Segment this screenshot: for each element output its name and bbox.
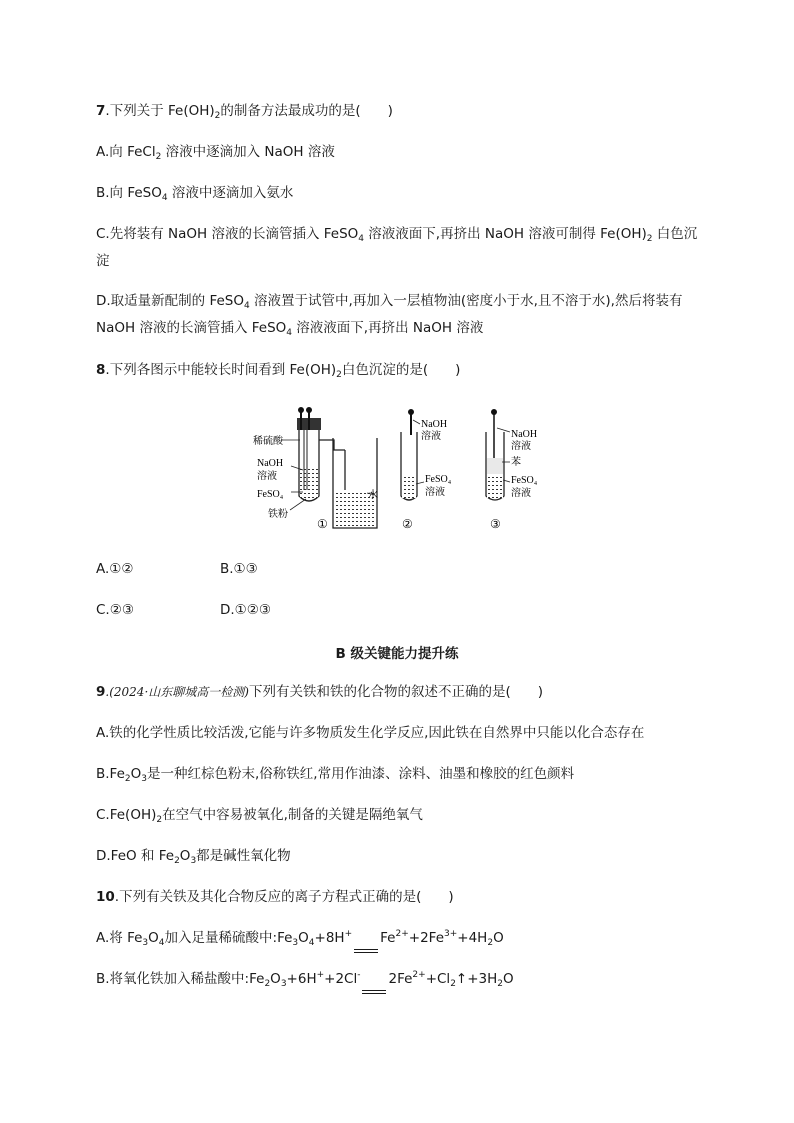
subscript: 4	[358, 234, 365, 244]
q10-option-a[interactable]	[96, 929, 504, 947]
apparatus-figure	[0, 400, 794, 545]
q10-option-b[interactable]	[96, 970, 514, 988]
q8-option-d[interactable]: D.①②③	[220, 602, 271, 618]
q8-options-row2	[96, 601, 271, 619]
label-iron-powder: 铁粉	[268, 509, 288, 520]
q8-stem-text: 白色沉淀的是( )	[341, 362, 461, 378]
q8-option-c[interactable]: C.②③	[96, 602, 134, 618]
subscript: 3	[190, 856, 197, 866]
option-text: ↑+3H	[455, 971, 498, 987]
option-text: O	[298, 930, 309, 946]
subscript: 2	[214, 111, 221, 121]
q7-option-c[interactable]	[96, 225, 697, 243]
subscript: 2	[336, 370, 342, 380]
figure-number-2: ②	[402, 517, 413, 531]
option-text: A.向 FeCl	[96, 144, 156, 160]
option-text: 在空气中容易被氧化,制备的关键是隔绝氧气	[162, 807, 423, 823]
subscript: 2	[646, 234, 653, 244]
q7-stem-text: .下列关于 Fe(OH)	[105, 103, 215, 119]
label-naoh: NaOH	[257, 458, 284, 469]
q9-number: 9	[96, 684, 106, 700]
subscript: 3	[292, 938, 299, 948]
q8-option-b[interactable]: B.①③	[220, 561, 258, 577]
subscript: 3	[141, 774, 147, 784]
subscript: 4	[244, 301, 250, 311]
q10-number: 10	[96, 889, 115, 905]
q9-option-c[interactable]	[96, 806, 423, 824]
label-solution: 溶液	[511, 441, 531, 452]
subscript: 3	[280, 979, 287, 989]
option-text: B.向 FeSO	[96, 185, 162, 201]
section-b-title: B 级关键能力提升练	[335, 646, 459, 662]
q7-option-b[interactable]	[96, 184, 293, 202]
option-text: 溶液中逐滴加入氨水	[167, 185, 294, 201]
label-benzene: 苯	[511, 457, 521, 468]
superscript: 2+	[412, 970, 426, 980]
option-text: O	[130, 766, 142, 782]
option-text: 淀	[96, 253, 110, 269]
q9-option-a[interactable]	[96, 724, 644, 742]
q7-option-c-cont	[96, 252, 110, 270]
q9-source: .(2024·山东聊城高一检测)	[105, 685, 249, 699]
option-text: NaOH 溶液的长滴管插入 FeSO	[96, 320, 287, 336]
q8-stem-text: .下列各图示中能较长时间看到 Fe(OH)	[105, 362, 337, 378]
subscript: 4	[161, 193, 168, 203]
q9-stem	[96, 683, 543, 701]
label-solution: 溶液	[421, 431, 441, 442]
figure-number-1: ①	[317, 517, 328, 531]
superscript: 3+	[444, 929, 458, 939]
subscript: 4	[308, 938, 315, 948]
q10-stem	[96, 888, 454, 906]
apparatus-3	[486, 409, 538, 531]
label-feso4: FeSO₄	[257, 489, 284, 500]
q8-number: 8	[96, 362, 106, 378]
q9-option-d[interactable]	[96, 847, 291, 865]
label-feso4: FeSO₄	[511, 475, 538, 486]
option-text: B.Fe	[96, 766, 125, 782]
superscript: -	[357, 970, 361, 980]
option-text: +Cl	[425, 971, 451, 987]
label-water: 水	[368, 490, 378, 501]
q7-option-a[interactable]	[96, 143, 335, 161]
option-text: D.取适量新配制的 FeSO	[96, 293, 245, 309]
superscript: 2+	[395, 929, 409, 939]
option-text: 加入足量稀硫酸中:Fe	[164, 930, 293, 946]
option-text: O	[270, 971, 281, 987]
q8-stem	[96, 361, 460, 379]
option-text: B.将氧化铁加入稀盐酸中:Fe	[96, 971, 265, 987]
option-text: C.先将装有 NaOH 溶液的长滴管插入 FeSO	[96, 226, 359, 242]
subscript: 2	[124, 774, 131, 784]
option-text: O	[503, 971, 514, 987]
option-text: C.Fe(OH)	[96, 807, 157, 823]
liquid	[487, 474, 503, 498]
option-text: Fe	[380, 930, 396, 946]
q8-option-a[interactable]: A.①②	[96, 561, 134, 577]
label-solution: 溶液	[425, 487, 445, 498]
liquid	[300, 466, 318, 498]
superscript: +	[344, 929, 353, 939]
subscript: 2	[264, 979, 271, 989]
option-text: O	[179, 848, 191, 864]
option-text: O	[148, 930, 159, 946]
option-text: A.铁的化学性质比较活泼,它能与许多物质发生化学反应,因此铁在自然界中只能以化合态存在	[96, 725, 645, 741]
option-text: 溶液液面下,再挤出 NaOH 溶液	[292, 320, 484, 336]
apparatus-2	[401, 409, 452, 531]
superscript: +	[316, 970, 325, 980]
option-text: +4H	[457, 930, 488, 946]
q9-stem-text: 下列有关铁和铁的化合物的叙述不正确的是( )	[248, 684, 543, 700]
subscript: 2	[497, 979, 504, 989]
subscript: 2	[174, 856, 180, 866]
option-text: 溶液液面下,再挤出 NaOH 溶液可制得 Fe(OH)	[364, 226, 647, 242]
option-text: O	[493, 930, 504, 946]
option-text: 白色沉	[652, 226, 698, 242]
option-text: +2Fe	[408, 930, 444, 946]
subscript: 2	[450, 979, 456, 989]
label-naoh: NaOH	[421, 419, 448, 430]
subscript: 3	[142, 938, 149, 948]
label-solution: 溶液	[257, 471, 277, 482]
subscript: 4	[158, 938, 165, 948]
label-solution: 溶液	[511, 488, 531, 499]
q7-stem	[96, 102, 393, 120]
q7-stem-text: 的制备方法最成功的是( )	[220, 103, 393, 119]
q8-options-row1	[96, 560, 258, 578]
figure-number-3: ③	[490, 517, 501, 531]
option-text: 2Fe	[388, 971, 413, 987]
label-feso4: FeSO₄	[425, 474, 452, 485]
apparatus-1	[253, 407, 378, 531]
option-text: +6H	[286, 971, 317, 987]
option-text: 溶液置于试管中,再加入一层植物油(密度小于水,且不溶于水),然后将装有	[249, 293, 683, 309]
option-text: 都是碱性氧化物	[196, 848, 291, 864]
option-text: 溶液中逐滴加入 NaOH 溶液	[161, 144, 335, 160]
label-naoh: NaOH	[511, 429, 538, 440]
liquid	[402, 476, 416, 498]
subscript: 2	[487, 938, 494, 948]
q9-option-b[interactable]	[96, 765, 574, 783]
subscript: 2	[156, 815, 163, 825]
option-text: +8H	[314, 930, 345, 946]
option-text: A.将 Fe	[96, 930, 143, 946]
subscript: 2	[155, 152, 162, 162]
benzene-layer	[487, 458, 503, 474]
option-text: 是一种红棕色粉末,俗称铁红,常用作油漆、涂料、油墨和橡胶的红色颜料	[147, 766, 575, 782]
subscript: 4	[286, 328, 292, 338]
option-text: +2Cl	[324, 971, 358, 987]
option-text: D.FeO 和 Fe	[96, 848, 175, 864]
q10-stem-text: .下列有关铁及其化合物反应的离子方程式正确的是( )	[114, 889, 454, 905]
q7-number: 7	[96, 103, 106, 119]
q7-option-d[interactable]	[96, 292, 682, 310]
q7-option-d-cont	[96, 319, 483, 337]
label-acid: 稀硫酸	[253, 436, 283, 447]
